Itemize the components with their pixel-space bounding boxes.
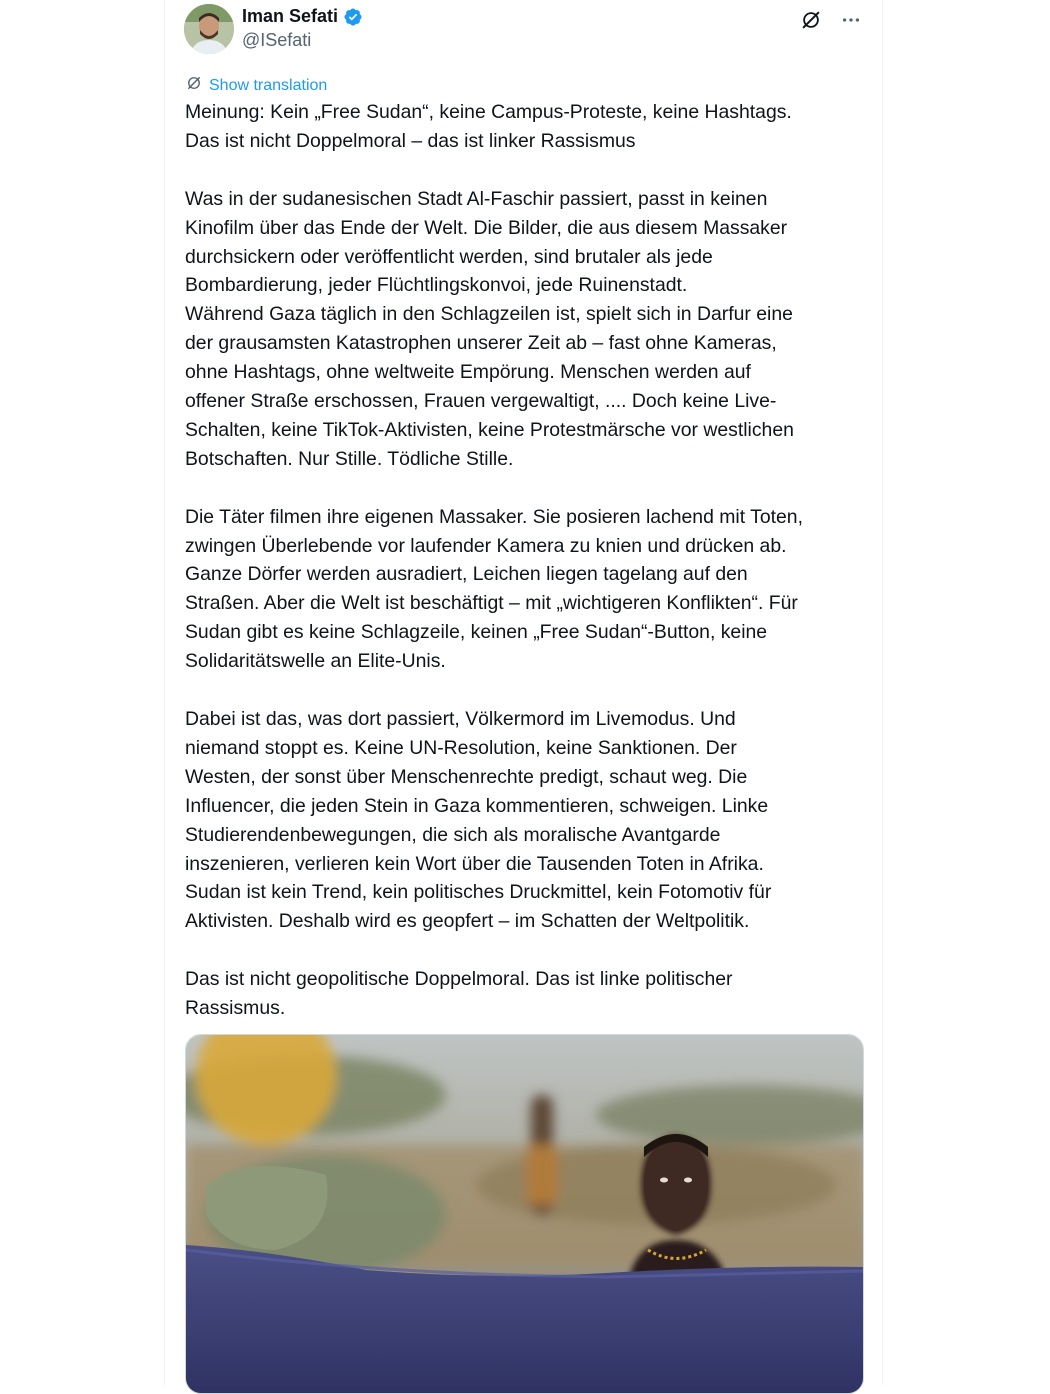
tweet-paragraph	[185, 98, 865, 156]
tweet-text-line: Das ist nicht geopolitische Doppelmoral. Das ist linke politischer	[185, 968, 733, 991]
tweet-text-line: Sudan gibt es keine Schlagzeile, keinen „Free Sudan“-Button, keine	[185, 621, 768, 644]
tweet-text-line: Straßen. Aber die Welt ist beschäftigt – mit „wichtigeren Konflikten“. Für	[185, 592, 798, 615]
avatar-image	[184, 4, 234, 54]
tweet-text-line: Meinung: Kein „Free Sudan“, keine Campus-Proteste, keine Hashtags.	[185, 101, 792, 123]
tweet-text-line: Aktivisten. Deshalb wird es geopfert – im Schatten der Weltpolitik.	[185, 910, 750, 933]
tweet-paragraph	[185, 185, 865, 474]
show-translation-link[interactable]	[185, 74, 327, 97]
tweet-text-line: Kinofilm über das Ende der Welt. Die Bilder, die aus diesem Massaker	[185, 216, 788, 239]
tweet-text-line: Solidaritätswelle an Elite-Unis.	[185, 650, 446, 673]
tweet-text-line: Dabei ist das, was dort passiert, Völkermord im Livemodus. Und	[185, 707, 736, 730]
tweet-text-line: niemand stoppt es. Keine UN-Resolution, keine Sanktionen. Der	[185, 736, 737, 759]
show-translation-label: Show translation	[209, 76, 328, 94]
author-name[interactable]: Iman Sefati	[242, 6, 339, 26]
tweet-text-line: ohne Hashtags, ohne weltweite Empörung. Menschen werden auf	[185, 361, 751, 384]
grok-icon[interactable]	[799, 8, 823, 32]
tweet-text-line: Schalten, keine TikTok-Aktivisten, keine Protestmärsche vor westlichen	[185, 418, 794, 441]
tweet-text-line: durchsickern oder veröffentlicht werden, sind brutaler als jede	[185, 245, 713, 268]
tweet-text-line: Botschaften. Nur Stille. Tödliche Stille.	[185, 447, 514, 470]
tweet-text-line: Was in der sudanesischen Stadt Al-Faschir passiert, passt in keinen	[185, 187, 768, 210]
tweet-paragraph	[185, 503, 865, 676]
tweet-text-line: Sudan ist kein Trend, kein politisches Druckmittel, kein Fotomotiv für	[185, 881, 772, 904]
header-actions	[799, 8, 863, 32]
tweet-text-line: Die Täter filmen ihre eigenen Massaker. Sie posieren lachend mit Toten,	[185, 505, 803, 528]
tweet-text-line: der grausamsten Katastrophen unserer Zeit ab – fast ohne Kameras,	[185, 332, 777, 355]
tweet-text	[185, 98, 865, 1052]
tweet-header	[184, 4, 863, 56]
author-block	[242, 6, 363, 51]
tweet-paragraph	[185, 705, 865, 936]
tweet-text-line: offener Straße erschossen, Frauen vergewaltigt, .... Doch keine Live-	[185, 390, 777, 413]
tweet-text-line: Westen, der sonst über Menschenrechte predigt, schaut weg. Die	[185, 765, 748, 788]
tweet-text-line: Das ist nicht Doppelmoral – das ist linker Rassismus	[185, 129, 636, 152]
author-handle[interactable]: @ISefati	[242, 30, 312, 50]
avatar[interactable]	[184, 4, 234, 54]
tweet-card	[164, 0, 883, 1385]
verified-badge-icon	[343, 7, 363, 27]
tweet-text-line: Rassismus.	[185, 997, 286, 1020]
tweet-text-line: Ganze Dörfer werden ausradiert, Leichen liegen tagelang auf den	[185, 563, 748, 586]
tweet-text-line: Während Gaza täglich in den Schlagzeilen ist, spielt sich in Darfur eine	[185, 303, 793, 326]
tweet-text-line: Influencer, die jeden Stein in Gaza kommentieren, schweigen. Linke	[185, 794, 769, 817]
photo-image	[186, 1035, 864, 1394]
tweet-photo[interactable]	[185, 1034, 864, 1394]
tweet-text-line: inszenieren, verlieren kein Wort über die Tausenden Toten in Afrika.	[185, 852, 764, 875]
tweet-text-line: Studierendenbewegungen, die sich als moralische Avantgarde	[185, 823, 721, 846]
tweet-paragraph	[185, 965, 865, 1023]
more-icon[interactable]	[839, 8, 863, 32]
translate-icon	[185, 74, 203, 97]
tweet-text-line: zwingen Überlebende vor laufender Kamera zu knien und drücken ab.	[185, 534, 787, 557]
tweet-text-line: Bombardierung, jeder Flüchtlingskonvoi, jede Ruinenstadt.	[185, 274, 688, 297]
